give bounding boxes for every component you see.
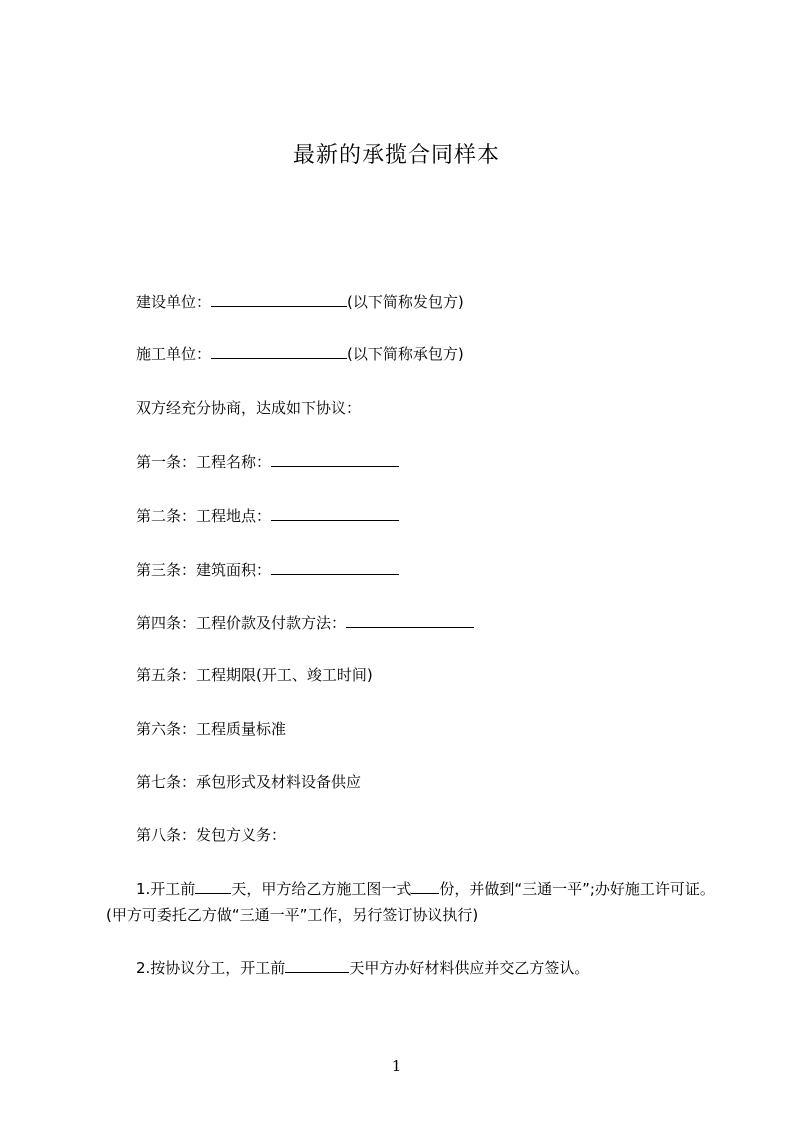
article-1-label: 第一条：工程名称： (136, 453, 272, 471)
item-1-part-a: 1.开工前 (136, 880, 196, 898)
item-1-days-blank (195, 879, 231, 894)
item-1-paragraph (106, 876, 716, 928)
article-3-label: 第三条：建筑面积： (136, 561, 272, 579)
article-6-line: 第六条：工程质量标准 (136, 720, 287, 738)
article-3-blank (271, 560, 399, 575)
shigong-unit-line (136, 344, 464, 364)
item-2-part-b: 天甲方办好材料供应并交乙方签认。 (349, 959, 590, 977)
article-3-line (136, 560, 399, 580)
article-2-label: 第二条：工程地点： (136, 507, 272, 525)
article-4-blank (346, 613, 474, 628)
article-1-line (136, 452, 399, 472)
item-2-paragraph (106, 955, 716, 981)
shigong-unit-suffix: (以下简称承包方) (347, 345, 464, 363)
article-2-blank (271, 506, 399, 521)
jianshe-unit-label: 建设单位： (136, 293, 212, 311)
page-number: 1 (391, 1057, 402, 1075)
jianshe-unit-suffix: (以下简称发包方) (347, 293, 464, 311)
article-7-line: 第七条：承包形式及材料设备供应 (136, 773, 362, 791)
item-2-days-blank (285, 958, 349, 973)
item-1-part-b: 天，甲方给乙方施工图一式 (231, 880, 412, 898)
intro-line: 双方经充分协商，达成如下协议： (136, 399, 362, 417)
item-2-part-a: 2.按协议分工，开工前 (136, 959, 286, 977)
article-5-line: 第五条：工程期限(开工、竣工时间) (136, 666, 373, 684)
jianshe-unit-blank (211, 292, 347, 307)
shigong-unit-blank (211, 344, 347, 359)
shigong-unit-label: 施工单位： (136, 345, 212, 363)
item-1-part-c: 份，并做到“三通一平”;办好施工许可证。(甲方可委托乙方做“三通一平”工作，另行签订协议执行) (106, 880, 715, 924)
article-4-label: 第四条：工程价款及付款方法： (136, 614, 347, 632)
article-2-line (136, 506, 399, 526)
item-1-copies-blank (411, 879, 439, 894)
article-8-line: 第八条：发包方义务： (136, 826, 287, 844)
jianshe-unit-line (136, 292, 464, 312)
document-title: 最新的承揽合同样本 (292, 143, 500, 168)
article-1-blank (271, 452, 399, 467)
article-4-line (136, 613, 474, 633)
